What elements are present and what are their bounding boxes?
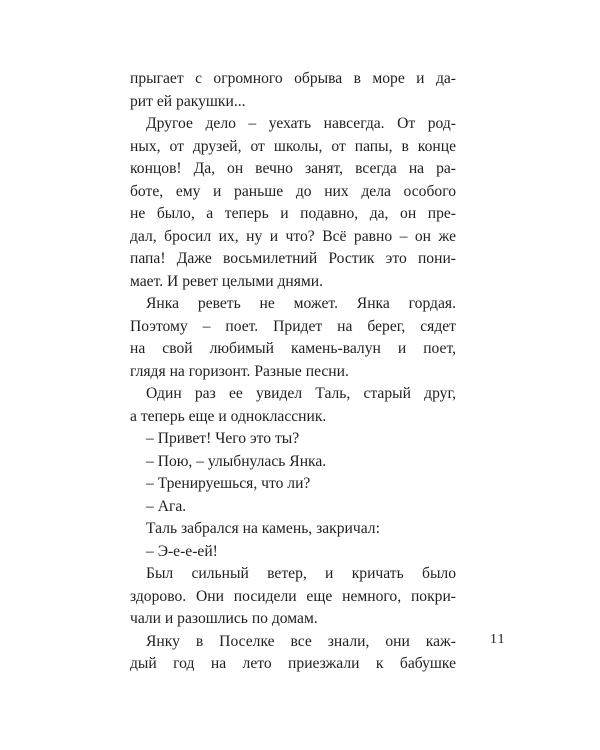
text-line: дал, бросил их, ну и что? Всё равно – он же [130, 227, 456, 245]
text-line: – Привет! Чего это ты? [146, 430, 300, 447]
text-line: Другое дело – уехать навсегда. От род- [146, 115, 456, 132]
text-line: прыгает с огромного обрыва в море и да- [130, 70, 456, 87]
text-line: Янка реветь не может. Янка гордая. [146, 295, 456, 312]
text-line: – Ага. [146, 497, 187, 515]
text-line: дый год на лето приезжали к бабушке [130, 655, 456, 672]
text-line: Был сильный ветер, и кричать было [146, 565, 456, 582]
text-line: не было, а теперь и подавно, да, он пре- [130, 205, 456, 222]
text-line: боте, ему и раньше до них дела особого [130, 182, 456, 200]
text-line: – Э-е-е-ей! [146, 542, 218, 560]
text-line: мает. И ревет целыми днями. [130, 272, 324, 290]
text-line: а теперь еще и одноклассник. [130, 407, 327, 425]
text-line: ных, от друзей, от школы, от папы, в конце [130, 137, 456, 155]
text-line: рит ей ракушки... [130, 92, 246, 110]
text-line: – Пою, – улыбнулась Янка. [146, 452, 327, 470]
text-line: чали и разошлись по домам. [130, 610, 318, 627]
text-line: Один раз ее увидел Таль, старый друг, [146, 385, 456, 402]
text-line: Таль забрался на камень, закричал: [146, 520, 380, 537]
text-line: Янку в Поселке все знали, они каж- [146, 632, 456, 650]
text-line: концов! Да, он вечно занят, всегда на ра- [130, 160, 456, 177]
page-number: 11 [490, 632, 506, 647]
text-line: глядя на горизонт. Разные песни. [130, 362, 349, 380]
text-line: – Тренируешься, что ли? [146, 475, 311, 492]
text-line: здорово. Они посидели еще немного, покри- [130, 587, 456, 605]
body-text [130, 68, 456, 676]
text-line: папа! Даже восьмилетний Ростик это пони- [130, 250, 456, 267]
text-line: Поэтому – поет. Придет на берег, сядет [130, 317, 456, 335]
text-line: на свой любимый камень-валун и поет, [130, 340, 456, 357]
